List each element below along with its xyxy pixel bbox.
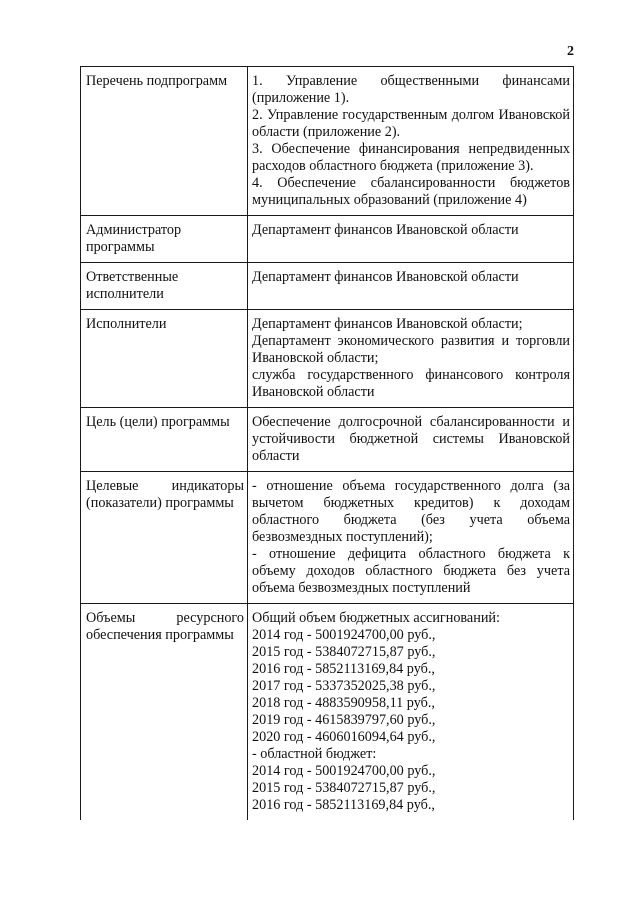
- program-passport-table: [80, 66, 574, 820]
- row-label: [81, 67, 248, 216]
- budget-line: - областной бюджет:: [252, 746, 377, 762]
- budget-line: 2019 год - 4615839797,60 руб.,: [252, 712, 436, 728]
- subprogram-item: 2. Управление государственным долгом Ивановской области (приложение 2).: [252, 107, 570, 140]
- row-value: [248, 472, 574, 604]
- label-text: Исполнители: [86, 316, 167, 332]
- table-row: [81, 310, 574, 408]
- label-text: Объемы ресурсного обеспечения программы: [86, 610, 244, 643]
- value-text: Обеспечение долгосрочной сбалансированности и устойчивости бюджетной системы Ивановской области: [252, 414, 570, 464]
- row-label: [81, 263, 248, 310]
- budget-line: 2015 год - 5384072715,87 руб.,: [252, 644, 436, 660]
- budget-line: 2016 год - 5852113169,84 руб.,: [252, 661, 435, 677]
- budget-line: 2015 год - 5384072715,87 руб.,: [252, 780, 436, 796]
- row-label: [81, 310, 248, 408]
- row-value: [248, 263, 574, 310]
- label-text: Целевые индикаторы (показатели) программы: [86, 478, 244, 511]
- label-text: Перечень подпрограмм: [86, 73, 228, 89]
- table-row: [81, 604, 574, 821]
- table-row: [81, 216, 574, 263]
- table-row: [81, 408, 574, 472]
- label-text: Цель (цели) программы: [86, 414, 230, 430]
- indicator-item: - отношение объема государственного долга (за вычетом бюджетных кредитов) к доходам областного бюджета (без учета объема безвозмездных поступлений);: [252, 478, 570, 545]
- row-value: [248, 216, 574, 263]
- row-value: [248, 604, 574, 821]
- row-value: [248, 408, 574, 472]
- row-value: [248, 310, 574, 408]
- executor-item: Департамент экономического развития и торговли Ивановской области;: [252, 333, 570, 366]
- budget-line: 2014 год - 5001924700,00 руб.,: [252, 763, 436, 779]
- subprogram-item: 1. Управление общественными финансами (приложение 1).: [252, 73, 570, 106]
- table-row: [81, 263, 574, 310]
- subprogram-item: 3. Обеспечение финансирования непредвиденных расходов областного бюджета (приложение 3).: [252, 141, 570, 174]
- executor-item: Департамент финансов Ивановской области;: [252, 316, 523, 332]
- executor-item: служба государственного финансового контроля Ивановской области: [252, 367, 570, 400]
- budget-line: 2018 год - 4883590958,11 руб.,: [252, 695, 435, 711]
- table-row: [81, 67, 574, 216]
- budget-line: 2016 год - 5852113169,84 руб.,: [252, 797, 435, 813]
- page-number: 2: [567, 44, 574, 59]
- value-text: Департамент финансов Ивановской области: [252, 222, 519, 238]
- indicator-item: - отношение дефицита областного бюджета к объему доходов областного бюджета без учета объема безвозмездных поступлений: [252, 546, 570, 596]
- row-label: [81, 604, 248, 821]
- label-text: Ответственные исполнители: [86, 269, 179, 302]
- subprogram-item: 4. Обеспечение сбалансированности бюджетов муниципальных образований (приложение 4): [252, 175, 570, 208]
- row-value: [248, 67, 574, 216]
- table-row: [81, 472, 574, 604]
- row-label: [81, 472, 248, 604]
- budget-line: 2020 год - 4606016094,64 руб.,: [252, 729, 436, 745]
- row-label: [81, 216, 248, 263]
- budget-line: 2017 год - 5337352025,38 руб.,: [252, 678, 436, 694]
- row-label: [81, 408, 248, 472]
- budget-line: 2014 год - 5001924700,00 руб.,: [252, 627, 436, 643]
- value-text: Департамент финансов Ивановской области: [252, 269, 519, 285]
- label-text: Администратор программы: [86, 222, 182, 255]
- budget-line: Общий объем бюджетных ассигнований:: [252, 610, 500, 626]
